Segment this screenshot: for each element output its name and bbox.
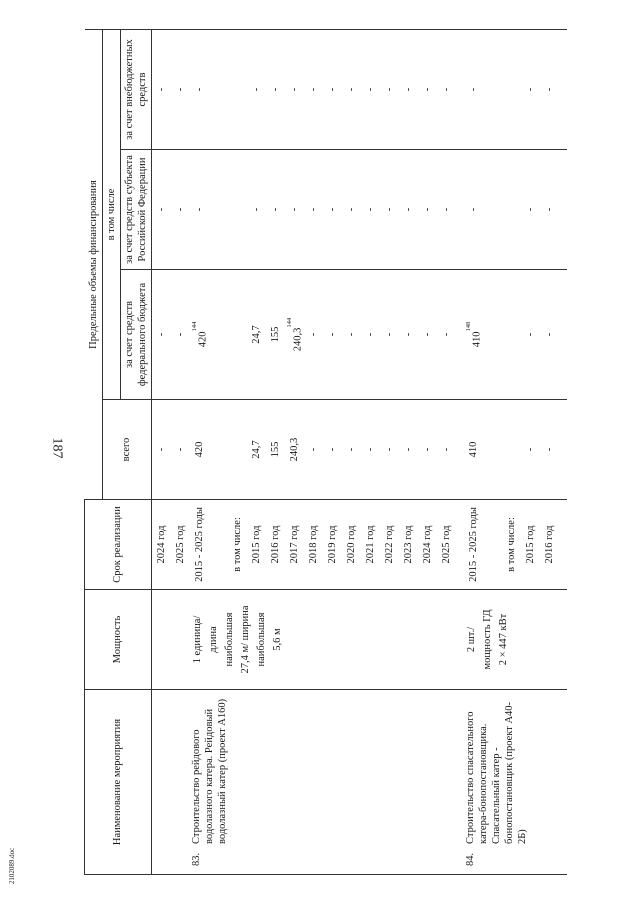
spacer-cell — [456, 400, 464, 500]
period-line: 2022 год — [383, 525, 395, 564]
subject-cell — [190, 150, 456, 270]
spacer-cell — [456, 690, 464, 875]
extra-value: - — [345, 87, 357, 92]
header-including: в том числе — [102, 30, 120, 400]
footnote-ref: 144 — [190, 321, 198, 332]
federal-value: - — [345, 332, 357, 337]
subject-main: - — [193, 207, 205, 212]
subject-value: - — [288, 207, 300, 212]
total-value: - — [345, 447, 357, 452]
name-cell — [190, 690, 456, 875]
power-line: наибольшая — [223, 612, 235, 667]
federal-cell — [190, 270, 456, 400]
extra-cell — [190, 30, 456, 150]
total-value: - — [524, 447, 536, 452]
subject-value: - — [524, 207, 536, 212]
item-number: 84. — [464, 852, 476, 866]
table-body — [151, 30, 567, 875]
federal-value: - — [364, 332, 376, 337]
subject-value: - — [307, 207, 319, 212]
subject-value: - — [174, 207, 186, 212]
power-line: 1 единица/ — [191, 615, 203, 664]
period-line: 2019 год — [326, 525, 338, 564]
federal-value: - — [524, 332, 536, 337]
spacer-cell — [456, 270, 464, 400]
federal-value: - — [326, 332, 338, 337]
subject-cell — [151, 150, 190, 270]
total-value: - — [364, 447, 376, 452]
blank-line — [228, 273, 247, 396]
power-line: наибольшая — [255, 612, 267, 667]
federal-value: 24,7 — [250, 325, 262, 344]
federal-main: 410$^{148}$ — [464, 321, 482, 348]
federal-value: - — [383, 332, 395, 337]
spacer-cell — [559, 30, 567, 150]
item-number: 83. — [190, 852, 202, 866]
extra-cell — [151, 30, 190, 150]
table-row — [464, 30, 559, 875]
subject-value: - — [250, 207, 262, 212]
blank-line — [228, 403, 247, 496]
total-cell — [464, 400, 559, 500]
blank-line — [502, 273, 521, 396]
total-value: 240,3 — [288, 437, 300, 462]
federal-value: - — [402, 332, 414, 337]
total-value: - — [326, 447, 338, 452]
power-line: мощность ГД — [481, 609, 493, 670]
including-label: в том числе: — [505, 517, 517, 572]
spacer-cell — [456, 150, 464, 270]
total-value: - — [383, 447, 395, 452]
name-cell — [464, 690, 559, 875]
period-line: 2021 год — [364, 525, 376, 564]
power-cell — [151, 590, 190, 690]
extra-value: - — [524, 87, 536, 92]
subject-value: - — [383, 207, 395, 212]
federal-value: - — [155, 332, 167, 337]
subject-value: - — [155, 207, 167, 212]
extra-value: - — [440, 87, 452, 92]
federal-cell — [464, 270, 559, 400]
federal-main: 420$^{144}$ — [190, 321, 208, 348]
period-line: 2016 год — [269, 525, 281, 564]
spacer-cell — [559, 590, 567, 690]
footer-code: 2102089.doc — [8, 847, 17, 885]
header-subject: за счет средств субъекта Российской Федерации — [120, 150, 151, 270]
header-power: Мощность — [85, 590, 152, 690]
subject-value: - — [421, 207, 433, 212]
power-cell — [190, 590, 456, 690]
extra-value: - — [155, 87, 167, 92]
federal-value: - — [307, 332, 319, 337]
period-line: 2015 год — [250, 525, 262, 564]
subject-value: - — [543, 207, 555, 212]
period-line: 2024 год — [155, 525, 167, 564]
header-funding: Предельные объемы финансирования — [85, 30, 103, 500]
subject-main: - — [467, 207, 479, 212]
total-cell — [190, 400, 456, 500]
power-cell — [464, 590, 559, 690]
name-cell — [151, 690, 190, 875]
period-main: 2015 - 2025 годы — [467, 507, 479, 582]
spacer-cell — [559, 150, 567, 270]
period-line: 2018 год — [307, 525, 319, 564]
period-cell — [190, 500, 456, 590]
blank-line — [502, 153, 521, 266]
extra-value: - — [250, 87, 262, 92]
period-cell — [151, 500, 190, 590]
spacer-cell — [456, 500, 464, 590]
total-value: - — [402, 447, 414, 452]
page-number: 187 — [49, 437, 65, 459]
financing-table — [84, 29, 567, 875]
period-line: 2020 год — [345, 525, 357, 564]
power-line: 27,4 м/ ширина — [239, 605, 251, 674]
extra-main: - — [467, 87, 479, 92]
extra-main: - — [193, 87, 205, 92]
header-name: Наименование мероприятия — [85, 690, 152, 875]
total-value: - — [421, 447, 433, 452]
footnote-ref: 144 — [285, 317, 293, 328]
total-cell — [151, 400, 190, 500]
power-line: 2 × 447 кВт — [497, 613, 509, 666]
item-name: Строительство рейдового водолазного катера. Рейдовый водолазный катер (проект А160) — [190, 698, 228, 844]
extra-value: - — [421, 87, 433, 92]
spacer-cell — [559, 270, 567, 400]
federal-value: - — [421, 332, 433, 337]
extra-value: - — [174, 87, 186, 92]
period-line: 2016 год — [543, 525, 555, 564]
total-value: - — [174, 447, 186, 452]
total-main: 420 — [193, 441, 205, 458]
total-value: - — [307, 447, 319, 452]
period-line: 2024 год — [421, 525, 433, 564]
blank-line — [228, 33, 247, 146]
federal-value: 240,3$^{144}$ — [285, 317, 303, 352]
extra-value: - — [383, 87, 395, 92]
including-label: в том числе: — [231, 517, 243, 572]
extra-value: - — [543, 87, 555, 92]
period-line: 2017 год — [288, 525, 300, 564]
subject-value: - — [345, 207, 357, 212]
extra-cell — [464, 30, 559, 150]
total-value: - — [155, 447, 167, 452]
blank-line — [502, 403, 521, 496]
subject-value: - — [364, 207, 376, 212]
power-line: 5,6 м — [271, 628, 283, 651]
financing-table-container — [84, 30, 610, 875]
row-spacer — [456, 30, 464, 875]
spacer-cell — [559, 690, 567, 875]
spacer-cell — [456, 30, 464, 150]
table-row-continuation — [151, 30, 190, 875]
item-name: Строительство спасательного катера-бонопостановщика. Спасательный катер - бонопостановщик (проект А40-2Б) — [464, 701, 528, 844]
total-value: 155 — [269, 441, 281, 458]
power-line: 2 шт./ — [465, 626, 477, 653]
spacer-cell — [456, 590, 464, 690]
subject-value: - — [269, 207, 281, 212]
total-value: - — [543, 447, 555, 452]
extra-value: - — [269, 87, 281, 92]
subject-value: - — [326, 207, 338, 212]
subject-value: - — [440, 207, 452, 212]
extra-value: - — [288, 87, 300, 92]
period-line: 2015 год — [524, 525, 536, 564]
extra-value: - — [307, 87, 319, 92]
period-line: 2025 год — [440, 525, 452, 564]
spacer-cell — [559, 500, 567, 590]
row-spacer — [559, 30, 567, 875]
total-main: 410 — [467, 441, 479, 458]
extra-value: - — [402, 87, 414, 92]
total-value: 24,7 — [250, 440, 262, 459]
footnote-ref: 148 — [464, 321, 472, 332]
header-federal: за счет средств федерального бюджета — [120, 270, 151, 400]
period-line: 2025 год — [174, 525, 186, 564]
total-value: - — [440, 447, 452, 452]
federal-cell — [151, 270, 190, 400]
header-total: всего — [102, 400, 151, 500]
period-main: 2015 - 2025 годы — [193, 507, 205, 582]
subject-value: - — [402, 207, 414, 212]
period-cell — [464, 500, 559, 590]
extra-value: - — [326, 87, 338, 92]
table-row — [190, 30, 456, 875]
header-period: Срок реализации — [85, 500, 152, 590]
federal-value: - — [543, 332, 555, 337]
federal-value: - — [174, 332, 186, 337]
subject-cell — [464, 150, 559, 270]
extra-value: - — [364, 87, 376, 92]
period-line: 2023 год — [402, 525, 414, 564]
spacer-cell — [559, 400, 567, 500]
federal-value: - — [440, 332, 452, 337]
federal-value: 155 — [269, 326, 281, 343]
power-line: длина — [207, 626, 219, 653]
blank-line — [228, 153, 247, 266]
header-extra: за счет внебюджетных средств — [120, 30, 151, 150]
blank-line — [502, 33, 521, 146]
